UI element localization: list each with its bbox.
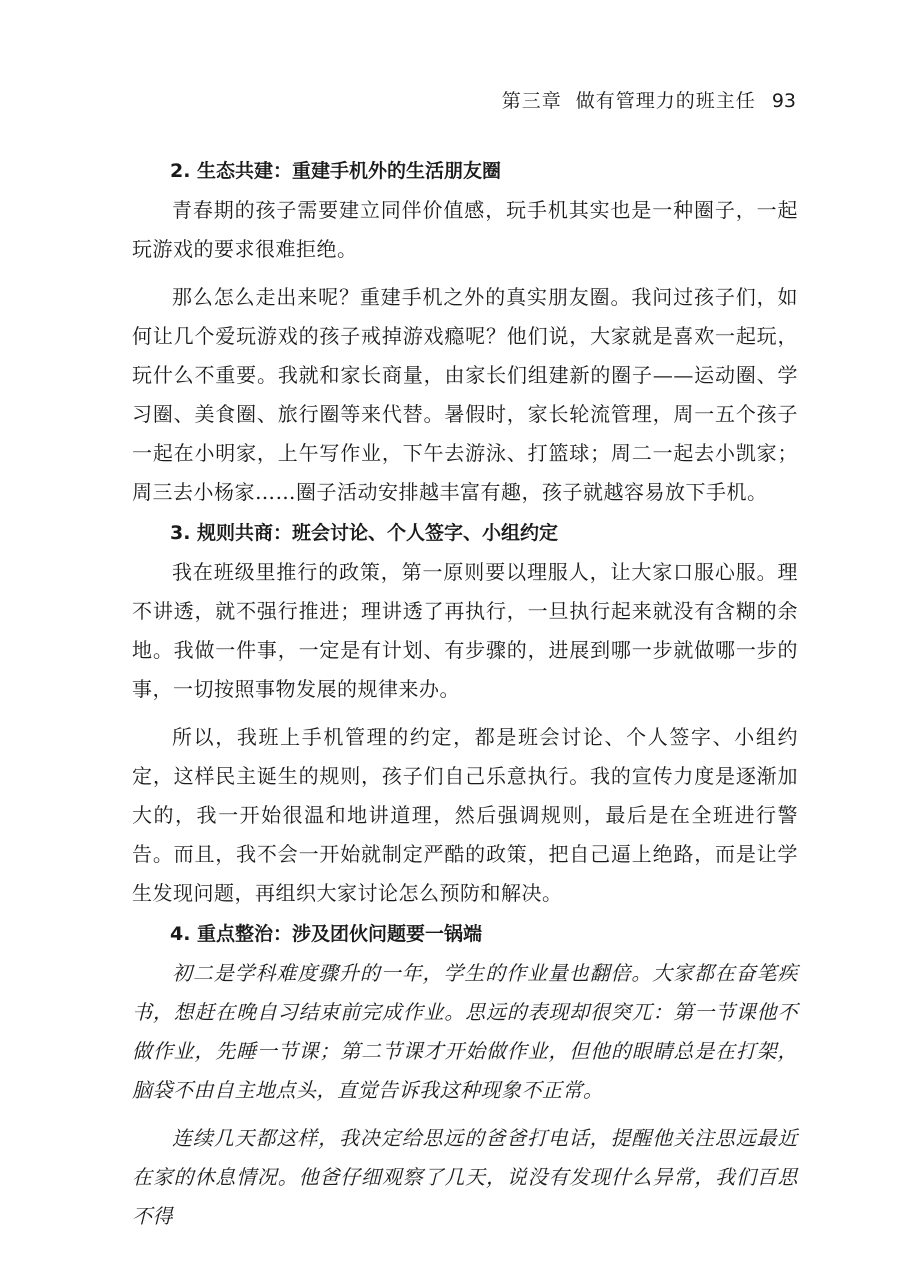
running-header xyxy=(502,86,796,113)
body-text xyxy=(132,152,798,1236)
chapter-title: 做有管理力的班主任 xyxy=(575,90,756,112)
section-heading: 2. 生态共建：重建手机外的生活朋友圈 xyxy=(170,160,502,182)
paragraph: 所以，我班上手机管理的约定，都是班会讨论、个人签字、小组约定，这样民主诞生的规则，孩子们自己乐意执行。我的宣传力度是逐渐加大的，我一开始很温和地讲道理，然后强调规则，最后是在全班进行警告。而且，我不会一开始就制定严酷的政策，把自己逼上绝路，而是让学生发现问题，再组织大家讨论怎么预防和解决。 xyxy=(132,725,798,905)
paragraph: 初二是学科难度骤升的一年，学生的作业量也翻倍。大家都在奋笔疾书，想赶在晚自习结束前完成作业。思远的表现却很突兀：第一节课他不做作业，先睡一节课；第二节课才开始做作业，但他的眼睛总是在打架，脑袋不由自主地点头，直觉告诉我这种现象不正常。 xyxy=(132,961,798,1102)
paragraph: 那么怎么走出来呢？重建手机之外的真实朋友圈。我问过孩子们，如何让几个爱玩游戏的孩子戒掉游戏瘾呢？他们说，大家就是喜欢一起玩，玩什么不重要。我就和家长商量，由家长们组建新的圈子——运动圈、学习圈、美食圈、旅行圈等来代替。暑假时，家长轮流管理，周一五个孩子一起在小明家，上午写作业，下午去游泳、打篮球；周二一起去小凯家；周三去小杨家……圈子活动安排越丰富有趣，孩子就越容易放下手机。 xyxy=(132,285,798,504)
chapter-label: 第三章 xyxy=(501,90,562,112)
section-heading: 4. 重点整治：涉及团伙问题要一锅端 xyxy=(170,923,483,945)
paragraph: 我在班级里推行的政策，第一原则要以理服人，让大家口服心服。理不讲透，就不强行推进；理讲透了再执行，一旦执行起来就没有含糊的余地。我做一件事，一定是有计划、有步骤的，进展到哪一步就做哪一步的事，一切按照事物发展的规律来办。 xyxy=(132,560,798,701)
section-heading: 3. 规则共商：班会讨论、个人签字、小组约定 xyxy=(170,522,559,544)
paragraph: 连续几天都这样，我决定给思远的爸爸打电话，提醒他关注思远最近在家的休息情况。他爸仔细观察了几天，说没有发现什么异常，我们百思不得 xyxy=(132,1126,798,1228)
page-number: 93 xyxy=(771,90,796,112)
paragraph: 青春期的孩子需要建立同伴价值感，玩手机其实也是一种圈子，一起玩游戏的要求很难拒绝。 xyxy=(132,198,798,261)
